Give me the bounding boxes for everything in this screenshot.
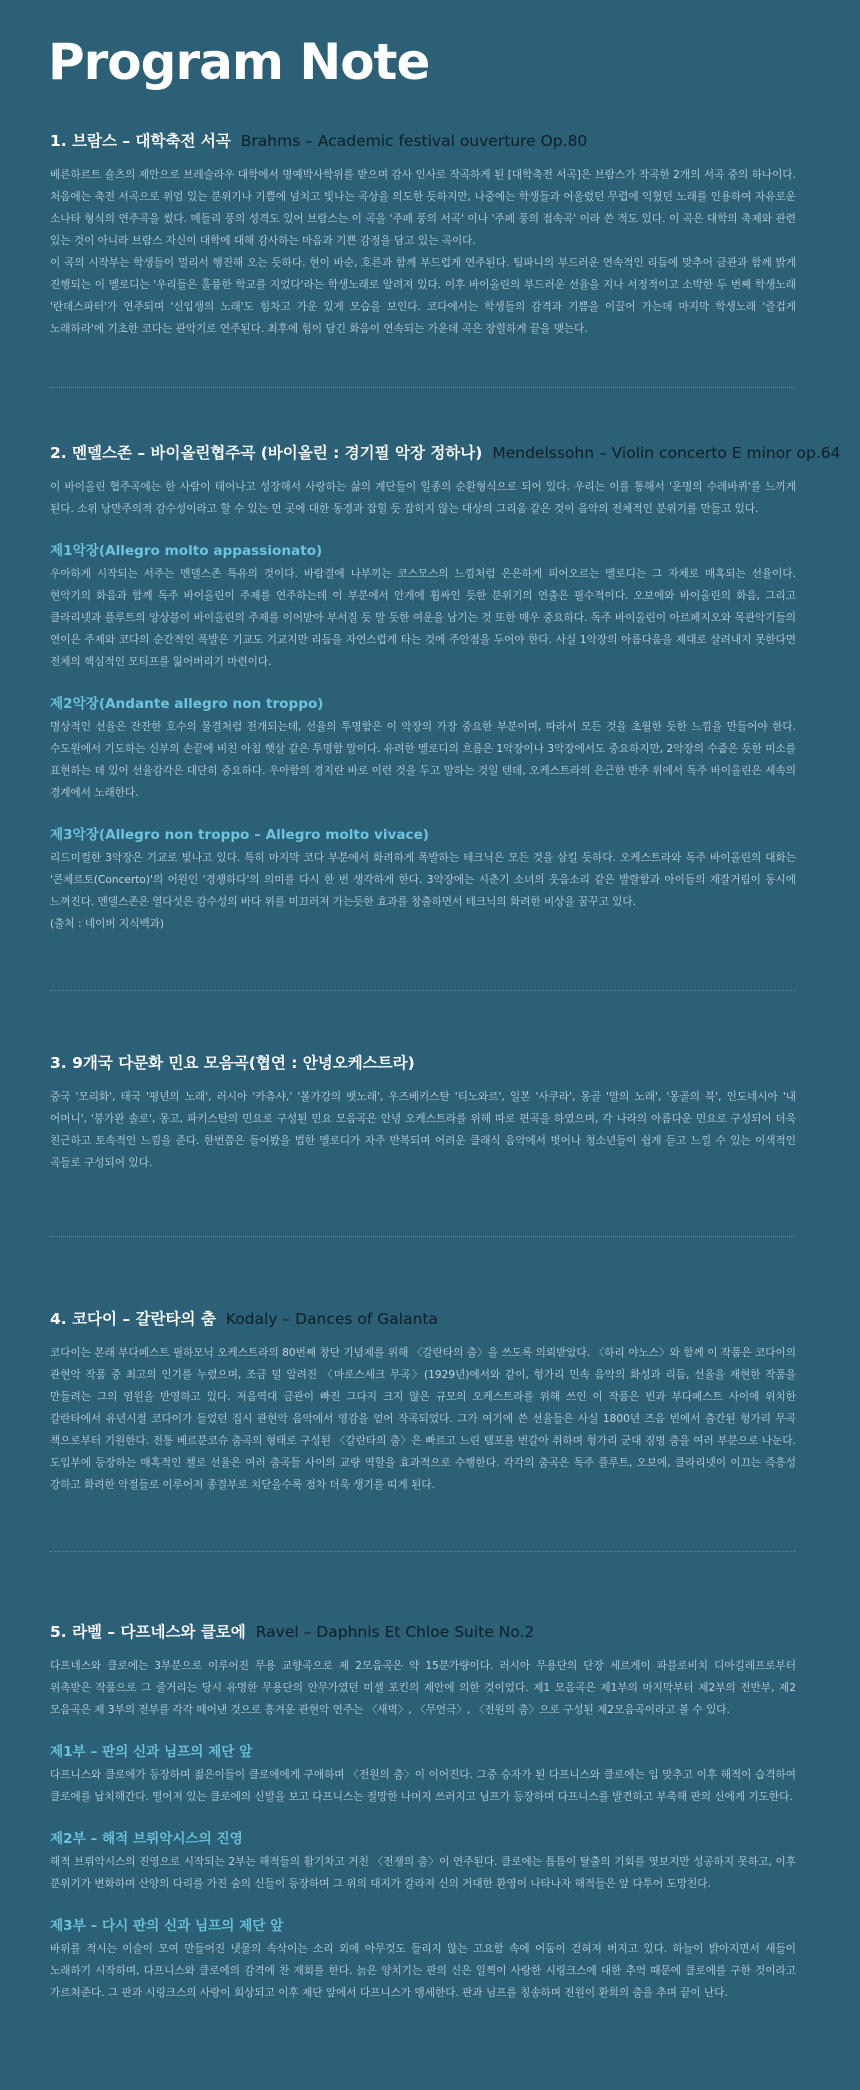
part-heading: 제1부 – 판의 신과 님프의 제단 앞 bbox=[50, 1744, 253, 1760]
part-heading: 제2부 – 해적 브뤼악시스의 진영 bbox=[50, 1831, 243, 1847]
body-paragraph: 명상적인 선율은 잔잔한 호수의 물결처럼 전개되는데, 선율의 투명함은 이 악장의 가장 중요한 부분이며, 따라서 모든 것을 초월한 듯한 느낌을 만들어야 한다. 수도원에서 기도하는 신부의 손끝에 비친 아침 햇살 같은 투명함 말이다. 유려한 멜로디의 흐름은 1악장이나 3악장에서도 중요하지만, 2악장의 수줍은 듯한 미소를 표현하는 데 있어 선율감각은 대단히 중요하다. 우아함의 경지란 바로 이런 것을 두고 말하는 것일 텐데, 오케스트라의 은근한 반주 위에서 독주 바이올린은 세속의 경계에서 노래한다. bbox=[50, 721, 796, 799]
section-title-ko: 5. 라벨 – 다프네스와 클로에 bbox=[50, 1623, 246, 1641]
section-divider bbox=[50, 1551, 796, 1552]
body-paragraph: 다프니스와 클로에가 등장하며 젊은이들이 클로에에게 구애하며 〈전원의 춤〉이 이어진다. 그중 승자가 된 다프니스와 클로에는 입 맞추고 이후 해적이 습격하여 클로에를 납치해간다. 떨어져 있는 클로에의 신발을 보고 다프니스는 절망한 나머지 쓰러지고 님프가 등장하며 다프니스를 발견하고 부축해 판의 신에게 기도한다. bbox=[50, 1769, 796, 1803]
section-divider bbox=[50, 387, 796, 388]
section-heading bbox=[50, 1308, 796, 1330]
section-brahms bbox=[50, 130, 796, 340]
section-folk-suite bbox=[50, 1052, 796, 1174]
section-mendelssohn bbox=[50, 442, 841, 935]
body-paragraph: 바위를 적시는 이슬이 모여 만들어진 냇물의 속삭이는 소리 외에 아무것도 들리지 않는 고요함 속에 어둠이 걷혀져 버지고 있다. 하늘이 밝아지면서 새들이 노래하기 시작하며, 다프니스와 클로에의 감격에 찬 재회를 한다. 늙은 양치기는 판의 신은 일찍이 사랑한 시링크스에 대한 추억 때문에 클로에를 구한 것이라고 가르쳐준다. 그 판과 시링크스의 사랑이 회상되고 이후 제단 앞에서 다프니스가 맹세한다. 판과 님프를 칭송하며 전원이 환희의 춤을 추며 끝이 난다. bbox=[50, 1943, 796, 1999]
section-heading bbox=[50, 1621, 796, 1643]
body-paragraph: 베른하르트 숄츠의 제안으로 브레슬라우 대학에서 명예박사학위를 받으며 감사 인사로 작곡하게 된 [대학축전 서곡]은 브람스가 작곡한 2개의 서곡 중의 하나이다. 처음에는 축전 서곡으로 위엄 있는 분위기나 기쁨에 넘치고 빛나는 곡상을 의도한 듯하지만, 나중에는 학생들과 어울렸던 무렵에 익혔던 노래를 인용하여 자유로운 소나타 형식의 연주곡을 썼다. 메들리 풍의 성격도 있어 브람스는 이 곡을 '주페 풍의 서곡' 이나 '주페 풍의 접속곡' 이라 쓴 적도 있다. 이 곡은 대학의 축제와 관련 있는 것이 아니라 브람스 자신이 대학에 대해 감사하는 마음과 기쁜 감정을 담고 있는 곡이다. bbox=[50, 169, 796, 247]
body-paragraph: 다프네스와 클로에는 3부분으로 이루어진 무용 교향곡으로 제 2모음곡은 약 15분가량이다. 러시아 무용단의 단장 세르게이 파블로비치 디아길레프로부터 위촉받은 작품으로 그 줄거리는 당시 유명한 무용단의 안무가였던 미셸 포킨의 제안에 의한 것이었다. 제1 모음곡은 제1부의 마지막부터 제2부의 전반부, 제2 모음곡은 제 3부의 전부를 각각 떼어낸 것으로 흥겨운 관현악 연주는 〈새벽〉, 〈무언극〉, 〈전원의 춤〉으로 구성된 제2모음곡이라고 볼 수 있다. bbox=[50, 1660, 796, 1716]
section-heading bbox=[50, 130, 796, 152]
section-kodaly bbox=[50, 1308, 796, 1496]
movement-heading: 제1악장(Allegro molto appassionato) bbox=[50, 543, 323, 559]
movement-heading: 제3악장(Allegro non troppo – Allegro molto vivace) bbox=[50, 827, 430, 843]
body-paragraph: 해적 브뤼악시스의 진영으로 시작되는 2부는 해적들의 활기차고 거친 〈전쟁의 춤〉이 연주된다. 클로에는 틈틈이 탈출의 기회를 엿보지만 성공하지 못하고, 이후 분위기가 변화하며 산양의 다리를 가진 숲의 신들이 등장하며 그 위의 대지가 갈라져 신의 거대한 환영이 나타나자 해적들은 앞 다투어 도망친다. bbox=[50, 1856, 796, 1890]
body-paragraph: 리드미컬한 3악장은 기교로 빛나고 있다. 특히 마지막 코다 부분에서 화려하게 폭발하는 테크닉은 모든 것을 삼킬 듯하다. 오케스트라와 독주 바이올린의 대화는 '콘체르토(Concerto)'의 어원인 '경쟁하다'의 의미를 다시 한 번 생각하게 한다. 3악장에는 시춘기 소녀의 웃음소리 같은 발랄함과 아이들의 재잘거림이 동시에 느껴진다. 멘델스존은 열다섯은 감수성의 바다 위를 미끄러져 가는듯한 효과를 창출하면서 테크닉의 화려한 비상을 꿈꾸고 있다. bbox=[50, 852, 796, 908]
section-ravel bbox=[50, 1621, 796, 2004]
body-paragraph: 중국 '모리화', 태국 '평년의 노래', 러시아 '카츄샤,' '볼가강의 뱃노래', 우즈베키스탄 '티노와르', 일본 '사쿠라', 몽골 '말의 노래', '몽골의 북', 인도네시아 '내 어머니', '붕가완 솔로', 몽고, 파키스탄의 민요로 구성된 민요 모음곡은 안녕 오케스트라를 위해 따로 편곡을 하였으며, 각 나라의 아름다운 민요로 구성되어 더욱 친근하고 토속적인 느낌을 준다. 한번쯤은 들어봤을 법한 멜로디가 자주 반복되며 어려운 클래식 음악에서 벗어나 청소년들이 쉽게 듣고 느낄 수 있는 이색적인 곡들로 구성되어 있다. bbox=[50, 1091, 796, 1169]
section-title-en: Kodaly – Dances of Galanta bbox=[225, 1310, 438, 1328]
body-paragraph: 이 곡의 시작부는 학생들이 멀리서 행진해 오는 듯하다. 현이 바순, 호른과 함께 부드럽게 연주된다. 팀파니의 부드러운 연속적인 리듬에 맞추어 금관과 함께 밝게 진행되는 이 멜로디는 '우리들은 훌륭한 학교를 지었다'라는 학생노래로 알려져 있다. 이후 바이올린의 부드러운 선율을 지나 서정적이고 소박한 두 번째 학생노래 '란데스파터'가 연주되며 '신입생의 노래'도 힘차고 가운 있게 모습을 보인다. 코다에서는 학생들의 감격과 기쁨을 이끌어 가는데 마지막 학생노래 '즐겁게 노래하라'에 기초한 코다는 관악기로 연주된다. 최후에 힘이 담긴 화음이 연속되는 가운데 곡은 장렬하게 끝을 맺는다. bbox=[50, 257, 796, 335]
section-divider bbox=[50, 990, 796, 991]
section-title-ko: 2. 멘델스존 – 바이올린협주곡 (바이올린 : 경기필 악장 정하나) bbox=[50, 444, 483, 462]
section-title-ko: 4. 코다이 – 갈란타의 춤 bbox=[50, 1310, 216, 1328]
movement-heading: 제2악장(Andante allegro non troppo) bbox=[50, 696, 324, 712]
section-heading bbox=[50, 442, 841, 464]
source-note: (출처 : 네이버 지식백과) bbox=[50, 918, 165, 930]
part-heading: 제3부 – 다시 판의 신과 님프의 제단 앞 bbox=[50, 1918, 284, 1934]
page-title: Program Note bbox=[48, 33, 430, 91]
body-paragraph: 이 바이올린 협주곡에는 한 사람이 태어나고 성장해서 사랑하는 삶의 계단들이 일종의 순환형식으로 되어 있다. 우리는 이를 통해서 '운명의 수레바퀴'를 느끼게 된다. 소위 낭만주의적 감수성이라고 할 수 있는 먼 곳에 대한 동경과 잡힐 듯 잡히지 않는 대상의 그리움 같은 것이 음악의 전체적인 분위기를 만들고 있다. bbox=[50, 481, 796, 515]
section-title-en: Mendelssohn – Violin concerto E minor op.64 bbox=[492, 444, 841, 462]
section-divider bbox=[50, 1236, 796, 1237]
section-heading bbox=[50, 1052, 796, 1074]
section-title-ko: 3. 9개국 다문화 민요 모음곡(협연 : 안녕오케스트라) bbox=[50, 1054, 415, 1072]
section-title-en: Brahms – Academic festival ouverture Op.80 bbox=[240, 132, 588, 150]
section-title-ko: 1. 브람스 – 대학축전 서곡 bbox=[50, 132, 231, 150]
section-title-en: Ravel – Daphnis Et Chloe Suite No.2 bbox=[255, 1623, 535, 1641]
body-paragraph: 코다이는 본래 부다페스트 필하모닉 오케스트라의 80번째 창단 기념제를 위해 〈갈란타의 춤〉을 쓰도록 의뢰받았다. 〈하리 야노스〉와 함께 이 작품은 코다이의 관현악 작품 중 최고의 인기를 누렸으며, 조금 덜 알려진 〈마로스세크 무곡〉(1929년)에서와 같이, 헝가리 민속 음악의 화성과 리듬, 선율을 재현한 작품을 만들려는 그의 염원을 반영하고 있다. 저음역대 금관이 빠진 그다지 크지 않은 규모의 오케스트라를 위해 쓰인 이 작품은 빈과 부다페스트 사이에 위치한 갈란타에서 유년시절 코다이가 들었던 집시 관현악 음악에서 영감을 얻어 작곡되었다. 그가 여기에 쓴 선율들은 사실 1800년 즈음 빈에서 출간된 헝가리 무곡 책으로부터 기원한다. 전통 베르분코슈 춤곡의 형태로 구성된 〈갈란타의 춤〉은 빠르고 느린 템포를 번갈아 취하며 헝가리 군대 징병 춤을 여러 부분으로 나눈다. 도입부에 등장하는 매혹적인 첼로 선율은 여러 춤곡들 사이의 교량 역할을 효과적으로 수행한다. 각각의 춤곡은 독주 플루트, 오보에, 클라리넷이 이끄는 즉흥성 강하고 화려한 악절들로 이루어져 종결부로 치닫을수록 점차 더욱 생기를 띠게 된다. bbox=[50, 1347, 796, 1491]
body-paragraph: 우아하게 시작되는 서주는 멘델스존 특유의 것이다. 바람결에 나부끼는 코스모스의 느낌처럼 은은하게 피어오르는 멜로디는 그 자체로 매혹되는 선율이다. 현악기의 화음과 함께 독주 바이올린이 주제를 연주하는데 이 부분에서 안개에 휩싸인 듯한 분위기의 연출은 필수적이다. 오보에와 바이올린의 화음, 그리고 클라리넷과 플루트의 앙상블이 바이올린의 주제를 이어받아 부서질 듯 말 듯한 여운을 남기는 것 또한 매우 중요하다. 독주 바이올린이 아르페지오와 목관악기들의 연이은 주제와 코다의 순간적인 폭발은 기교도 기교지만 리듬을 자연스럽게 타는 것에 주안점을 두어야 한다. 사실 1악장의 아름다움을 제대로 살려내지 못한다면 전체의 핵심적인 모티프를 잃어버리기 마련이다. bbox=[50, 568, 796, 668]
